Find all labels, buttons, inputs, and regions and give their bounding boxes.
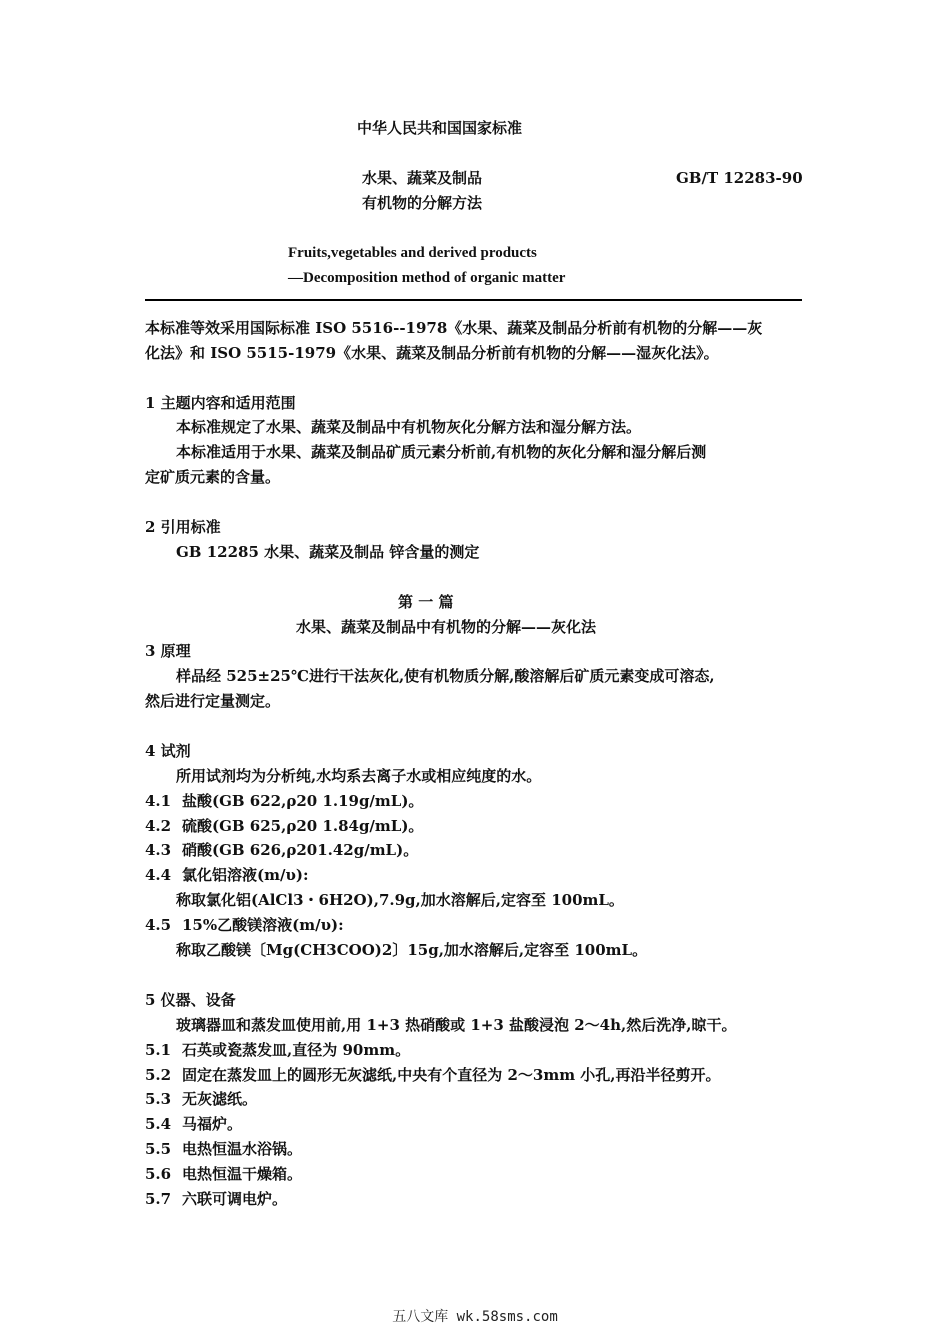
item-text: 马福炉。 [182,1115,243,1133]
item-number: 4.3 [145,841,172,859]
title-cn-line2: 有机物的分解方法 [362,194,483,212]
item-number: 5.4 [145,1115,172,1133]
item-number: 4.1 [145,792,172,810]
national-standard-label: 中华人民共和国国家标准 [357,119,523,137]
item-number: 5.6 [145,1165,172,1183]
section2-reference: GB 12285 水果、蔬菜及制品 锌含量的测定 [176,543,480,561]
part1-subtitle: 水果、蔬菜及制品中有机物的分解——灰化法 [296,618,597,636]
intro-line1: 本标准等效采用国际标准 ISO 5516--1978《水果、蔬菜及制品分析前有机物的分解——灰 [145,319,763,337]
item-text: 固定在蒸发皿上的圆形无灰滤纸,中央有个直径为 2～3mm 小孔,再沿半径剪开。 [182,1066,721,1084]
section1-para2-line1: 本标准适用于水果、蔬菜及制品矿质元素分析前,有机物的灰化分解和湿分解后测 [176,443,707,461]
item-detail: 称取氯化铝(AlCl3・6H2O),7.9g,加水溶解后,定容至 100mL。 [176,891,624,909]
item-number: 4.2 [145,817,172,835]
item-text: 硝酸(GB 626,ρ201.42g/mL)。 [182,841,419,859]
item-number: 5.1 [145,1041,172,1059]
standard-code: GB/T 12283-90 [676,169,803,187]
item-detail: 称取乙酸镁〔Mg(CH3COO)2〕15g,加水溶解后,定容至 100mL。 [176,941,648,959]
item-number: 5.5 [145,1140,172,1158]
section1-heading: 1 主题内容和适用范围 [145,394,296,412]
item-text: 硫酸(GB 625,ρ20 1.84g/mL)。 [182,817,424,835]
item-text: 电热恒温水浴锅。 [182,1140,303,1158]
item-text: 氯化铝溶液(m/υ): [182,866,309,884]
item-number: 5.2 [145,1066,172,1084]
item-number: 5.7 [145,1190,172,1208]
item-number: 5.3 [145,1090,172,1108]
title-en-line1: Fruits,vegetables and derived products [288,245,537,261]
section5-intro: 玻璃器皿和蒸发皿使用前,用 1+3 热硝酸或 1+3 盐酸浸泡 2～4h,然后洗净,晾干。 [176,1016,737,1034]
section1-para2-line2: 定矿质元素的含量。 [145,468,281,486]
section5-heading: 5 仪器、设备 [145,991,236,1009]
item-text: 无灰滤纸。 [182,1090,258,1108]
title-en-line2: —Decomposition method of organic matter [288,270,566,286]
item-text: 电热恒温干燥箱。 [182,1165,303,1183]
item-number: 4.5 [145,916,172,934]
section3-line1: 样品经 525±25℃进行干法灰化,使有机物质分解,酸溶解后矿质元素变成可溶态, [176,667,715,685]
header-divider [145,299,802,301]
item-text: 15%乙酸镁溶液(m/υ): [182,916,344,934]
section2-heading: 2 引用标准 [145,518,221,536]
part1-title: 第 一 篇 [398,593,454,611]
section1-para1: 本标准规定了水果、蔬菜及制品中有机物灰化分解方法和湿分解方法。 [176,418,642,436]
section3-line2: 然后进行定量测定。 [145,692,281,710]
footer-watermark: 五八文库 wk.58sms.com [392,1309,558,1325]
item-text: 石英或瓷蒸发皿,直径为 90mm。 [182,1041,411,1059]
title-cn-line1: 水果、蔬菜及制品 [362,169,483,187]
item-text: 盐酸(GB 622,ρ20 1.19g/mL)。 [182,792,424,810]
section4-heading: 4 试剂 [145,742,191,760]
section4-intro: 所用试剂均为分析纯,水均系去离子水或相应纯度的水。 [176,767,542,785]
item-text: 六联可调电炉。 [182,1190,288,1208]
section3-heading: 3 原理 [145,642,191,660]
item-number: 4.4 [145,866,172,884]
intro-line2: 化法》和 ISO 5515-1979《水果、蔬菜及制品分析前有机物的分解——湿灰化法》。 [145,344,719,362]
